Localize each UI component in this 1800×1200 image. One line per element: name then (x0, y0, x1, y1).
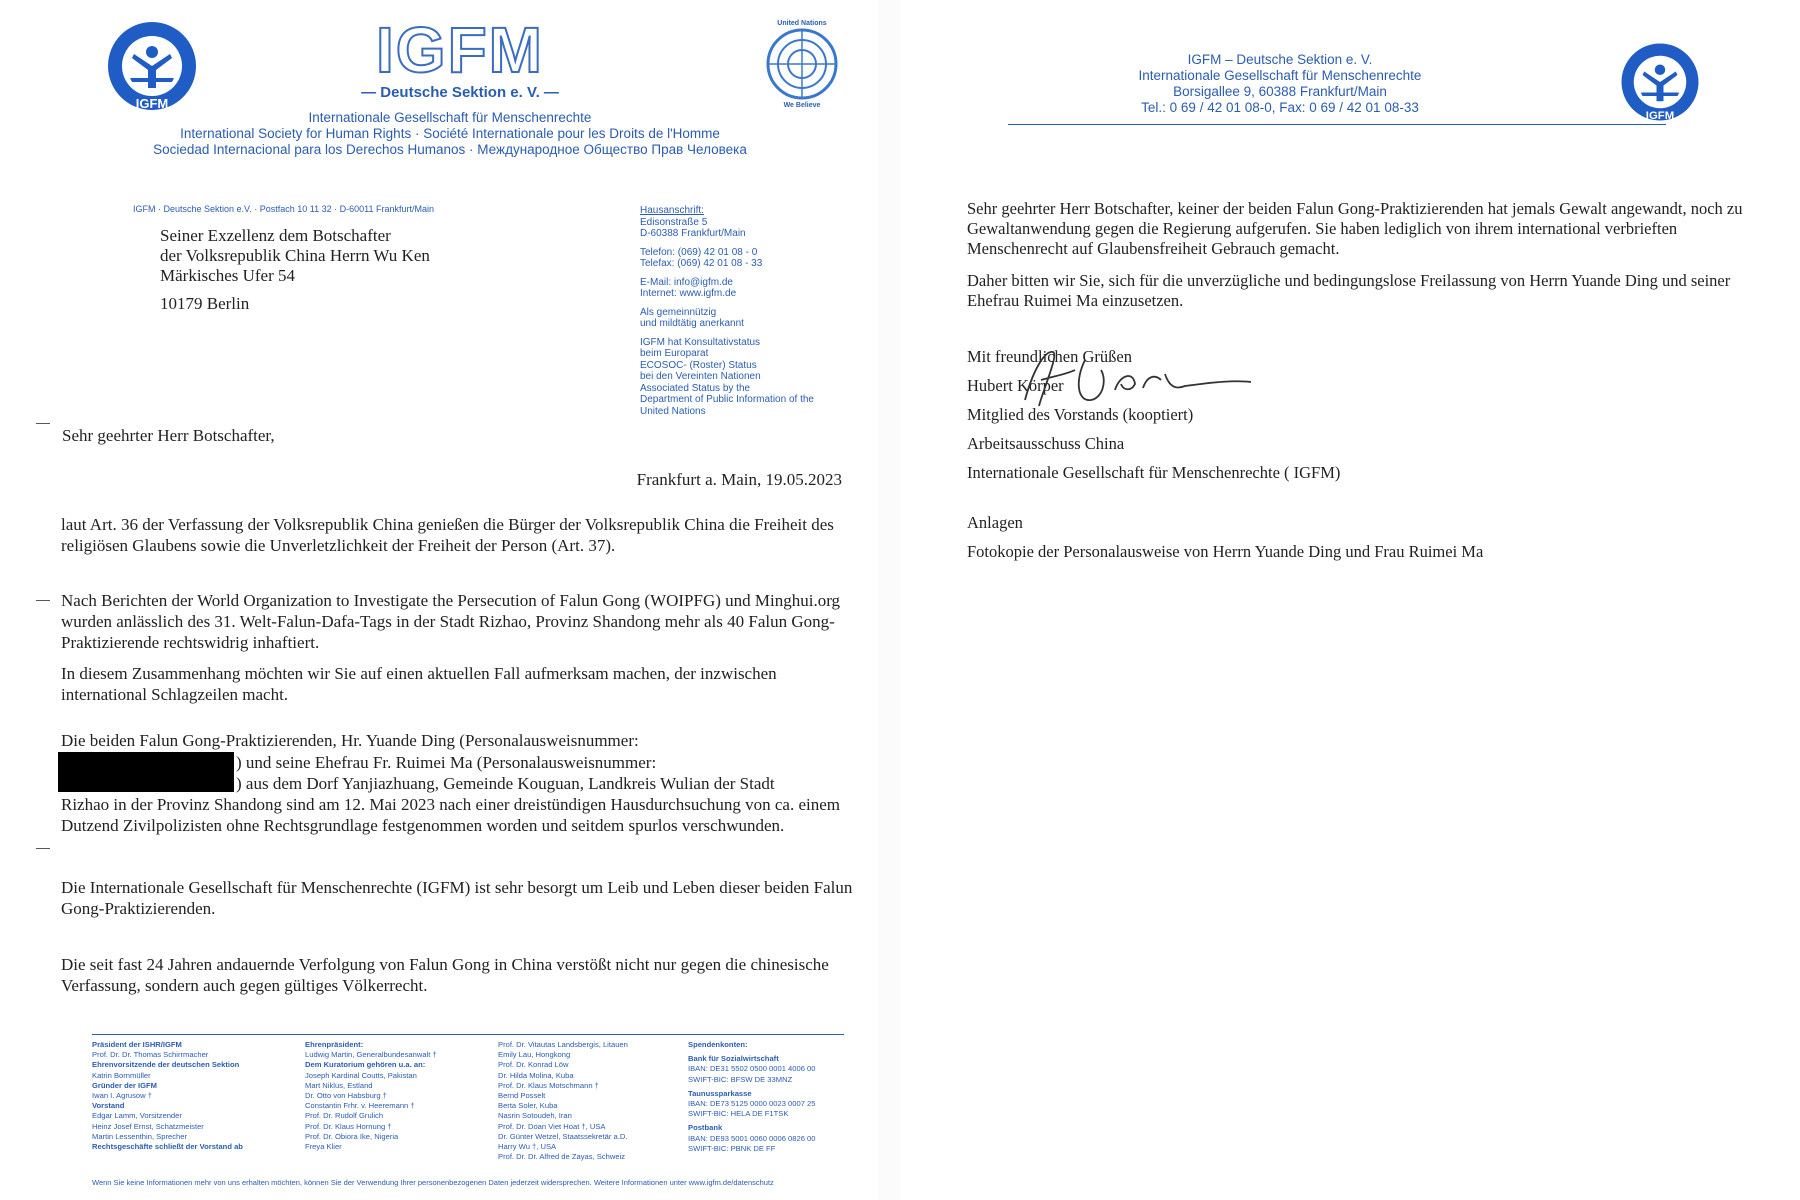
igfm-logo (104, 18, 200, 114)
redaction-bar (58, 752, 234, 792)
page2-header-line-1: IGFM – Deutsche Sektion e. V. (1187, 52, 1373, 67)
footer-col-board (92, 1040, 243, 1152)
footer-entry: Ludwig Martin, Generalbundesanwalt † (305, 1050, 437, 1060)
footer-entry: Dr. Günter Wetzel, Staatssekretär a.D. (498, 1131, 628, 1141)
paragraph-1: laut Art. 36 der Verfassung der Volksrepublik China genießen die Bürger der Volksrepublik China die Freiheit des religiösen Glaubens sowie die Unverletzlichkeit der Freiheit der Person (Art. 37). (61, 515, 834, 555)
recipient-line-blank (160, 286, 430, 294)
recipient-address (160, 226, 430, 314)
sender-line: IGFM · Deutsche Sektion e.V. · Postfach 10 11 32 · D-60011 Frankfurt/Main (133, 204, 434, 214)
paragraph-4-line-1: Die beiden Falun Gong-Praktizierenden, Hr. Yuande Ding (Personalausweisnummer: (61, 731, 639, 750)
attachments: Fotokopie der Personalausweise von Herrn Yuande Ding und Frau Ruimei Ma (967, 542, 1484, 561)
address-city: D-60388 Frankfurt/Main (640, 228, 746, 239)
footer-entry: Bank für Sozialwirtschaft (688, 1054, 779, 1064)
paragraph-2: Nach Berichten der World Organization to Investigate the Persecution of Falun Gong (WOIPFG) und Minghui.org wurden anlässlich des 31. Welt-Falun-Dafa-Tags in der Stadt Rizhao, Provinz Shandong mehr als 40 Falun Gong-Praktizierende rechtswidrig inhaftiert. (61, 591, 841, 652)
consult-line-2: beim Europarat (640, 348, 709, 359)
page2-paragraph-2: Daher bitten wir Sie, sich für die unverzügliche und bedingungslose Freilassung von Herrn Yuande Ding und seiner Ehefrau Ruimei Ma einzusetzen. (967, 271, 1731, 310)
page2-header-line-4: Tel.: 0 69 / 42 01 08-0, Fax: 0 69 / 42 01 08-33 (1141, 100, 1419, 115)
footer-col-honorary (305, 1040, 437, 1152)
footer-entry: Postbank (688, 1123, 723, 1133)
page2-paragraph-1: Sehr geehrter Herr Botschafter, keiner der beiden Falun Gong-Praktizierenden hat jemals Gewalt angewandt, noch zu Gewaltanwendung gegen die Regierung aufgerufen. Sie haben lediglich von ihrem international verbrieften Menschenrecht auf Glaubensfreiheit Gebrauch gemacht. (967, 199, 1743, 258)
consult-line-1: IGFM hat Konsultativstatus (640, 336, 761, 348)
salutation: Sehr geehrter Herr Botschafter, (62, 426, 275, 445)
tagline-es-ru: Sociedad Internacional para los Derechos Humanos · Международное Общество Прав Человека (153, 142, 747, 157)
footer-entry: Berta Soler, Kuba (498, 1101, 558, 1111)
consult-line-4: bei den Vereinten Nationen (640, 371, 761, 382)
consult-line-7: United Nations (640, 405, 706, 417)
footer-entry: Taunussparkasse (688, 1088, 752, 1098)
igfm-logo-caption: IGFM (1645, 109, 1675, 122)
footer-entry: Prof. Dr. Vitautas Landsbergis, Litauen (498, 1040, 628, 1049)
footer-entry: Dr. Hilda Molina, Kuba (498, 1070, 574, 1080)
paragraph-5: Die Internationale Gesellschaft für Menschenrechte (IGFM) ist sehr besorgt um Leib und Leben dieser beiden Falun Gong-Praktizierenden. (61, 878, 853, 918)
un-logo (760, 16, 844, 108)
footer-entry: SWIFT-BIC: HELA DE F1TSK (688, 1109, 789, 1119)
footer-entry: Mart Niklus, Estland (305, 1080, 373, 1090)
signer-role: Mitglied des Vorstands (kooptiert) (967, 405, 1194, 424)
footer-entry: Dr. Otto von Habsburg † (305, 1091, 387, 1101)
footer-entry: IBAN: DE73 5125 0000 0023 0007 25 (688, 1099, 816, 1109)
fold-mark (36, 600, 50, 601)
status-line-1: Als gemeinnützig (640, 306, 717, 318)
footer-entry: Constantin Frhr. v. Heeremann † (305, 1101, 415, 1111)
footer-entry: Harry Wu †, USA (498, 1142, 557, 1152)
footer-entry: Rechtsgeschäfte schließt der Vorstand ab (92, 1142, 243, 1152)
letter-date: Frankfurt a. Main, 19.05.2023 (636, 470, 842, 489)
footer-entry: Vorstand (92, 1101, 125, 1111)
recipient-line-2: der Volksrepublik China Herrn Wu Ken (160, 246, 430, 265)
footer-entry: Prof. Dr. Klaus Hornung † (305, 1121, 392, 1131)
footer-entry: Bernd Posselt (498, 1091, 546, 1101)
un-logo-bottom-text: We Believe (783, 102, 821, 108)
footer-entry: Ehrenvorsitzende der deutschen Sektion (92, 1060, 240, 1070)
signer-committee: Arbeitsausschuss China (967, 434, 1125, 453)
footer-entry: Prof. Dr. Dr. Thomas Schirrmacher (92, 1050, 209, 1060)
footer-entry: Heinz Josef Ernst, Schatzmeister (92, 1121, 204, 1131)
footer-entry: Prof. Dr. Doan Viet Hoat †, USA (498, 1121, 606, 1131)
footer-entry: Prof. Dr. Dr. Alfred de Zayas, Schweiz (498, 1152, 626, 1162)
footer-entry: Präsident der ISHR/IGFM (92, 1040, 182, 1049)
footer-entry: Dem Kuratorium gehören u.a. an: (305, 1060, 426, 1070)
footer-entry: Prof. Dr. Obiora Ike, Nigeria (305, 1131, 399, 1141)
website: Internet: www.igfm.de (640, 288, 737, 299)
fax: Telefax: (069) 42 01 08 - 33 (640, 258, 763, 269)
footer-entry: Prof. Dr. Konrad Löw (498, 1060, 569, 1070)
recipient-line-1: Seiner Exzellenz dem Botschafter (160, 226, 391, 245)
fold-mark (36, 423, 50, 424)
footer-entry: Gründer der IGFM (92, 1080, 157, 1090)
footer-entry: Prof. Dr. Rudolf Grulich (305, 1111, 384, 1121)
footer-entry: Prof. Dr. Klaus Motschmann † (498, 1080, 599, 1090)
org-section: — Deutsche Sektion e. V. — (361, 84, 559, 101)
footer-entry: Freya Klier (305, 1142, 342, 1152)
recipient-line-city: 10179 Berlin (160, 294, 250, 313)
footer-entry: Martin Lessenthin, Sprecher (92, 1131, 187, 1141)
footer-rule (92, 1034, 844, 1035)
footer-entry: Ehrenpräsident: (305, 1040, 364, 1049)
footer-entry: SWIFT-BIC: BFSW DE 33MNZ (688, 1074, 793, 1084)
consult-line-5: Associated Status by the (640, 382, 751, 394)
attachments-label: Anlagen (967, 513, 1023, 532)
footer-privacy-note: Wenn Sie keine Informationen mehr von uns erhalten möchten, können Sie der Verwendung Ihrer personenbezogenen Daten jederzeit widersprechen. Weitere Informationen unter www.igfm.de/datenschutz (92, 1178, 774, 1187)
header-rule (1008, 124, 1666, 125)
signer-name: Hubert Körper (967, 376, 1064, 395)
footer-entry: SWIFT-BIC: PBNK DE FF (688, 1143, 776, 1153)
page2-header (1080, 52, 1480, 116)
address-label: Hausanschrift: (640, 205, 704, 216)
igfm-logo (1618, 40, 1702, 124)
paragraph-6: Die seit fast 24 Jahren andauernde Verfolgung von Falun Gong in China verstößt nicht nur gegen die chinesische Verfassung, sondern auch gegen gültiges Völkerrecht. (61, 955, 829, 995)
closing: Mit freundlichen Grüßen (967, 347, 1132, 366)
phone: Telefon: (069) 42 01 08 - 0 (640, 246, 758, 258)
letter-page-1 (0, 0, 878, 1200)
footer-entry: Katrin Bornmüller (92, 1070, 151, 1080)
paragraph-3: In diesem Zusammenhang möchten wir Sie auf einen aktuellen Fall aufmerksam machen, der inzwischen international Schlagzeilen macht. (61, 664, 777, 704)
recipient-line-3: Märkisches Ufer 54 (160, 266, 296, 285)
tagline-en-fr: International Society for Human Rights · Société Internationale pour les Droits de l'Homme (180, 126, 720, 141)
footer-entry: IBAN: DE31 5502 0500 0001 4006 00 (688, 1064, 816, 1074)
footer-col-accounts (688, 1040, 816, 1154)
footer-entry: Nasrin Sotoudeh, Iran (498, 1111, 572, 1121)
footer-col-curators (498, 1040, 628, 1162)
un-logo-top-text: United Nations (777, 20, 827, 27)
tagline-de: Internationale Gesellschaft für Menschenrechte (308, 110, 592, 125)
status-line-2: und mildtätig anerkannt (640, 318, 744, 329)
paragraph-4-line-3: ) aus dem Dorf Yanjiazhuang, Gemeinde Kouguan, Landkreis Wulian der Stadt (236, 774, 775, 793)
org-acronym: IGFM (376, 14, 544, 86)
letter-page-2 (900, 0, 1800, 1200)
page2-header-line-2: Internationale Gesellschaft für Menschenrechte (1138, 68, 1422, 83)
consult-line-6: Department of Public Information of the (640, 394, 814, 405)
page2-header-line-3: Borsigallee 9, 60388 Frankfurt/Main (1173, 84, 1387, 99)
footer-entry: Emily Lau, Hongkong (498, 1050, 571, 1060)
igfm-logo-caption: IGFM (135, 96, 169, 111)
footer-entry: Edgar Lamm, Vorsitzender (92, 1111, 182, 1121)
footer-entry: Spendenkonten: (688, 1040, 748, 1049)
footer-entry: Joseph Kardinal Coutts, Pakistan (305, 1070, 417, 1080)
paragraph-4-rest: Rizhao in der Provinz Shandong sind am 12. Mai 2023 nach einer dreistündigen Hausdurchsuchung von ca. einem Dutzend Zivilpolizisten ohne Rechtsgrundlage festgenommen worden und seitdem spurlos verschwunden. (61, 795, 840, 835)
consult-line-3: ECOSOC- (Roster) Status (640, 359, 757, 371)
fold-mark (36, 848, 50, 849)
paragraph-4-line-2: ) und seine Ehefrau Fr. Ruimei Ma (Personalausweisnummer: (236, 753, 657, 772)
contact-sidebar (640, 205, 840, 417)
signer-org: Internationale Gesellschaft für Menschenrechte ( IGFM) (967, 463, 1341, 482)
org-taglines (120, 110, 780, 158)
email: E-Mail: info@igfm.de (640, 276, 733, 288)
footer-entry: IBAN: DE93 5001 0060 0006 0826 00 (688, 1133, 816, 1143)
footer-entry: Iwan I. Agrusow † (92, 1091, 152, 1101)
address-street: Edisonstraße 5 (640, 216, 708, 228)
